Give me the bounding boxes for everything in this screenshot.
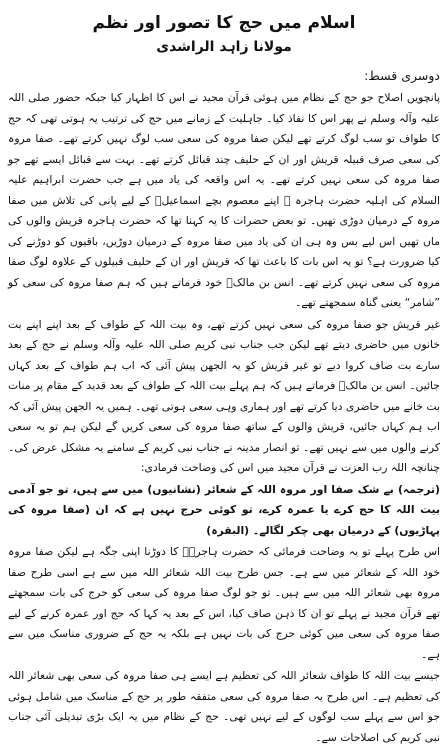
article-title: اسلام میں حج کا تصور اور نظم [92,13,356,33]
paragraph-1: پانچویں اصلاح جو حج کے نظام میں ہوئی قرآن مجید نے اس کا اظہار کیا جبکہ حضور صلی اللہ علیہ وآلہ وسلم نے پھر اس کا نفاذ کیا۔ جاہلیت کے زمانے میں حج کی ترتیب یہ ہوتی تھی کہ حج کا طواف تو سب لوگ کرتے تھے لیکن صفا مروہ کی سعی سب لوگ نہیں کرتے تھے۔ صفا مروہ کی سعی صرف قبیلہ قریش اور ان کے حلیف چند قبائل کرتے تھے۔ بہت سے قبائل ایسے تھے جو صفا مروہ کی سعی نہیں کرتے تھے۔ یہ اس واقعہ کی یاد میں ہے جب حضرت ابراہیم علیہ السلام کی اہلیہ حضرت ہاجرہ ؓ اپنے معصوم بچے اسماعیلؑ کے لیے پانی کی تلاش میں صفا مروہ کے درمیان دوڑی تھیں۔ تو بعض حضرات کا یہ کہنا تھا کہ حضرت ہاجرہ قریش والوں کی ماں تھیں اس لیے بس وہ ہی ان کی یاد میں صفا مروہ کے درمیان دوڑیں، باقیوں کو دوڑنے کی کیا ضرورت ہے؟ تو یہ اس بات کا باعث تھا کہ قریش اور ان کے حلیف قبیلوں کے علاوہ لوگ صفا مروہ کی سعی نہیں کرتے تھے۔ انس بن مالکؓ خود فرماتے ہیں کہ ہم صفا مروہ کی سعی کو ”شامر“ یعنی گناہ سمجھتے تھے۔ [8,91,440,309]
paragraph-2: غیر قریش جو صفا مروہ کی سعی نہیں کرتے تھے، وہ بیت اللہ کے طواف کے بعد اپنے اپنے بت خانوں میں حاضری دیتے تھے لیکن جب جناب نبی کریم صلی اللہ علیہ وآلہ وسلم نے حج کے بعد سارے بت صاف کروا دیے تو غیر قریش کو یہ الجھن پیش آئی کہ اب ہم طواف کے بعد کہاں جائیں۔ انس بن مالکؓ فرماتے ہیں کہ ہم پہلے بیت اللہ کے طواف کے بعد قدید کے مقام پر منات بت خانے میں حاضری دیا کرتے تھے اور ہماری وہی سعی ہوتی تھی۔ ہمیں یہ الجھن پیش آئی کہ اب ہم کہاں جائیں، قریش والوں کے ساتھ صفا مروہ کی سعی کریں گے لیکن ہم تو یہ سعی کرنے والوں میں سے نہیں تھے۔ تو انصار مدینہ نے جناب نبی کریم کے سامنے یہ مشکل عرض کی۔ چنانچہ اللہ رب العزت نے قرآن مجید میں اس کی وضاحت فرمادی: [8,317,440,474]
installment-label: دوسری قسط: [364,68,440,83]
paragraph-4: اس طرح پہلے تو یہ وضاحت فرمائی کہ حضرت ہاجرہؓ کا دوڑنا اپنی جگہ ہے لیکن صفا مروہ خود اللہ کے شعائر میں سے ہے۔ جس طرح بیت اللہ شعائر اللہ میں سے ہے اسی طرح صفا مروہ بھی شعائر اللہ میں سے ہیں۔ تو جو لوگ صفا مروہ کی سعی کو حرج کی بات سمجھتے تھے قرآن مجید نے پہلے تو ان کا ذہن صاف کیا، اس کے بعد یہ کہا کہ حج اور عمرہ کرنے کے لیے صفا مروہ کی سعی میں کوئی حرج کی بات نہیں ہے بلکہ یہ حج کے ضروری مناسک میں سے ہے۔ [8,545,440,661]
quran-translation-quote: (ترجمہ) بے شک صفا اور مروہ اللہ کے شعائر (نشانیوں) میں سے ہیں، تو جو آدمی بیت اللہ کا حج کرے یا عمرہ کرے، تو کوئی حرج نہیں ہے کہ ان (صفا مروہ کی پہاڑیوں) کے درمیان بھی چکر لگالے۔ (البقرہ) [8,482,440,537]
author-byline: مولانا زاہد الراشدی [156,39,292,55]
paragraph-5: جیسے بیت اللہ کا طواف شعائر اللہ کی تعظیم ہے ایسے ہی صفا مروہ کی سعی بھی شعائر اللہ کی تعظیم ہے۔ اس طرح یہ صفا مروہ کی سعی متفقہ طور پر حج کے مناسک میں شامل ہوئی جو اس سے پہلے سب لوگوں کے لیے نہیں تھی۔ حج کے نظام میں یہ ایک بڑی تبدیلی آئی جناب نبی کریم کی اصلاحات سے۔ [8,669,440,744]
